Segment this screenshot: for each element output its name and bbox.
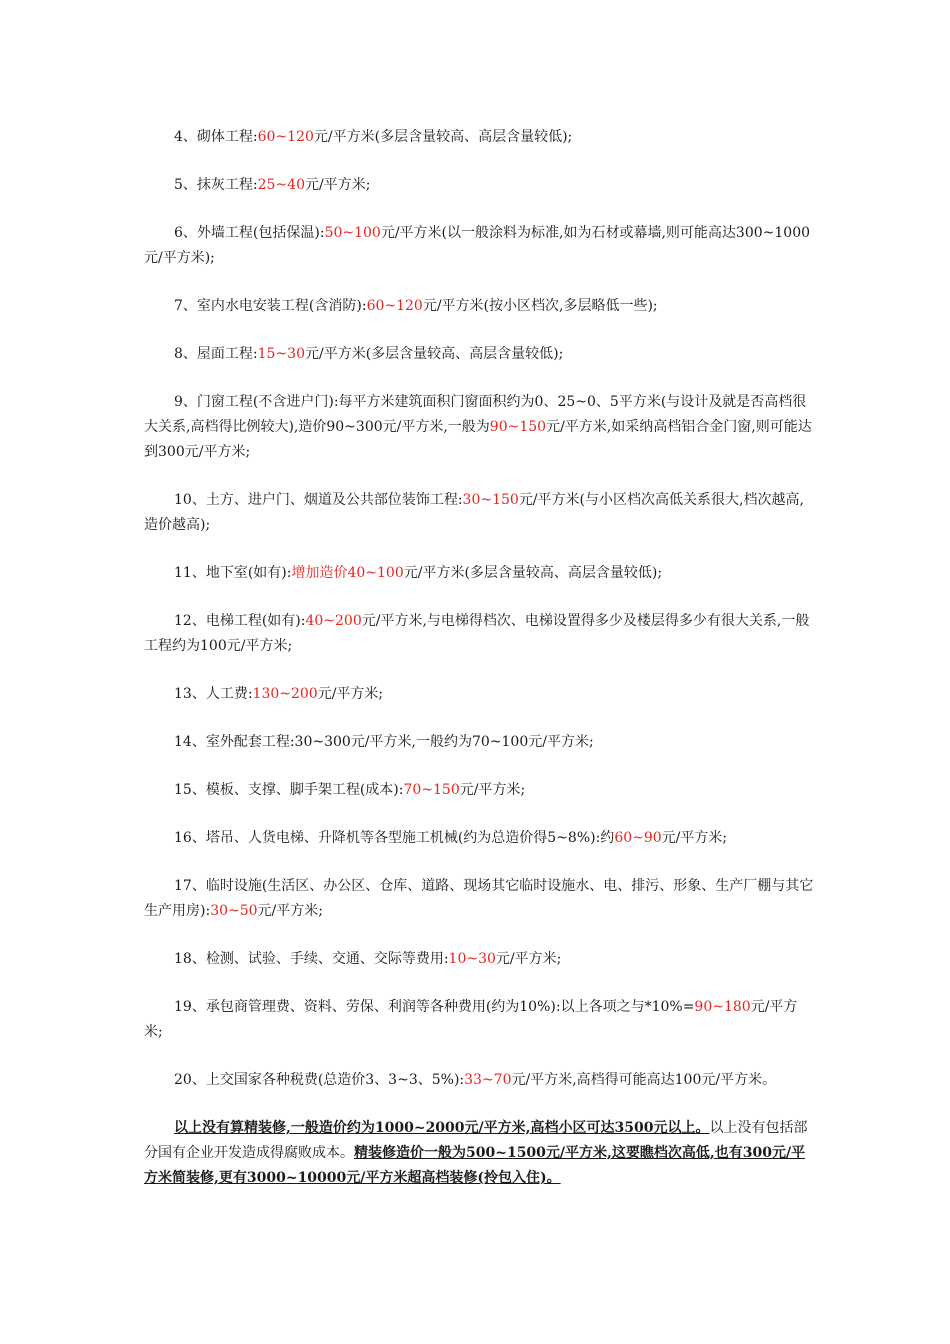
item-text: 元/平方米(与小区档次高低关系很大,档次越高,造价越高);: [144, 492, 804, 533]
list-item: [144, 730, 814, 755]
item-text: 元/平方米(多层含量较高、高层含量较低);: [304, 346, 564, 362]
item-price-highlight: 10~30: [448, 951, 496, 967]
item-price-highlight: 增加造价40~100: [291, 565, 404, 581]
summary-paragraph: [144, 1116, 814, 1191]
item-text: 12、电梯工程(如有):: [174, 613, 306, 629]
item-text: 11、地下室(如有):: [174, 565, 292, 581]
item-price-highlight: 30~50: [210, 903, 258, 919]
list-item: [144, 778, 814, 803]
item-price-highlight: 50~100: [324, 225, 381, 241]
item-text: 元/平方米,如采纳高档铝合金门窗,则可能达到300元/平方米;: [144, 419, 812, 460]
item-text: 元/平方米;: [257, 903, 323, 919]
item-price-highlight: 40~200: [305, 613, 362, 629]
item-text: 元/平方米(多层含量较高、高层含量较低);: [313, 129, 573, 145]
item-text: 元/平方米;: [144, 999, 798, 1040]
item-text: 10、土方、进户门、烟道及公共部位装饰工程:: [174, 492, 463, 508]
item-price-highlight: 60~90: [614, 830, 662, 846]
list-item: [144, 561, 814, 586]
item-text: 9、门窗工程(不含进户门):每平方米建筑面积门窗面积约为0、25~0、5平方米(与设计及就是否高档很大关系,高档得比例较大),造价90~300元/平方米,一般为: [144, 394, 807, 435]
item-text: 16、塔吊、人货电梯、升降机等各型施工机械(约为总造价得5~8%):约: [174, 830, 615, 846]
item-price-highlight: 15~30: [257, 346, 305, 362]
item-text: 元/平方米(多层含量较高、高层含量较低);: [403, 565, 663, 581]
list-item: [144, 826, 814, 851]
document-body: [144, 125, 814, 1214]
item-text: 7、室内水电安装工程(含消防):: [174, 298, 367, 314]
item-text: 元/平方米(按小区档次,多层略低一些);: [422, 298, 658, 314]
item-text: 6、外墙工程(包括保温):: [174, 225, 325, 241]
item-text: 13、人工费:: [174, 686, 253, 702]
list-item: [144, 995, 814, 1045]
list-item: [144, 609, 814, 659]
list-item: [144, 173, 814, 198]
item-price-highlight: 130~200: [252, 686, 318, 702]
item-text: 20、上交国家各种税费(总造价3、3~3、5%):: [174, 1072, 465, 1088]
item-text: 5、抹灰工程:: [174, 177, 258, 193]
item-text: 4、砌体工程:: [174, 129, 258, 145]
list-item: [144, 874, 814, 924]
item-text: 元/平方米,高档得可能高达100元/平方米。: [511, 1072, 777, 1088]
item-price-highlight: 25~40: [257, 177, 305, 193]
item-text: 元/平方米;: [304, 177, 371, 193]
item-text: 18、检测、试验、手续、交通、交际等费用:: [174, 951, 449, 967]
item-text: 15、模板、支撑、脚手架工程(成本):: [174, 782, 404, 798]
item-text: 元/平方米,与电梯得档次、电梯设置得多少及楼层得多少有很大关系,一般工程约为100元/平方米;: [144, 613, 810, 654]
item-price-highlight: 90~150: [489, 419, 547, 435]
summary-emphasis: 精装修造价一般为500~1500元/平方米,这要瞧档次高低,也有300元/平方米简装修,更有3000~10000元/平方米超高档装修(拎包入住)。: [144, 1145, 806, 1186]
list-item: [144, 1068, 814, 1093]
item-text: 14、室外配套工程:30~300元/平方米,一般约为70~100元/平方米;: [174, 734, 594, 750]
item-price-highlight: 33~70: [464, 1072, 512, 1088]
item-text: 19、承包商管理费、资料、劳保、利润等各种费用(约为10%):以上各项之与*10%=: [174, 999, 695, 1015]
item-text: 元/平方米;: [317, 686, 384, 702]
item-price-highlight: 30~150: [462, 492, 519, 508]
list-item: [144, 488, 814, 538]
list-item: [144, 125, 814, 150]
item-price-highlight: 90~180: [694, 999, 751, 1015]
list-item: [144, 390, 814, 465]
item-text: 元/平方米(以一般涂料为标准,如为石材或幕墙,则可能高达300~1000元/平方米);: [144, 225, 811, 266]
list-item: [144, 947, 814, 972]
item-text: 元/平方米;: [661, 830, 728, 846]
item-text: 17、临时设施(生活区、办公区、仓库、道路、现场其它临时设施水、电、排污、形象、生产厂棚与其它生产用房):: [144, 878, 814, 919]
item-text: 元/平方米;: [459, 782, 526, 798]
list-item: [144, 342, 814, 367]
item-text: 元/平方米;: [495, 951, 562, 967]
list-item: [144, 294, 814, 319]
summary-text: 以上没有包括部分国有企业开发造成得腐败成本。: [144, 1120, 808, 1161]
list-item: [144, 221, 814, 271]
item-price-highlight: 70~150: [403, 782, 460, 798]
item-price-highlight: 60~120: [257, 129, 314, 145]
summary-emphasis: 以上没有算精装修,一般造价约为1000~2000元/平方米,高档小区可达3500元以上。: [174, 1120, 710, 1136]
list-item: [144, 682, 814, 707]
item-price-highlight: 60~120: [366, 298, 423, 314]
item-text: 8、屋面工程:: [174, 346, 258, 362]
